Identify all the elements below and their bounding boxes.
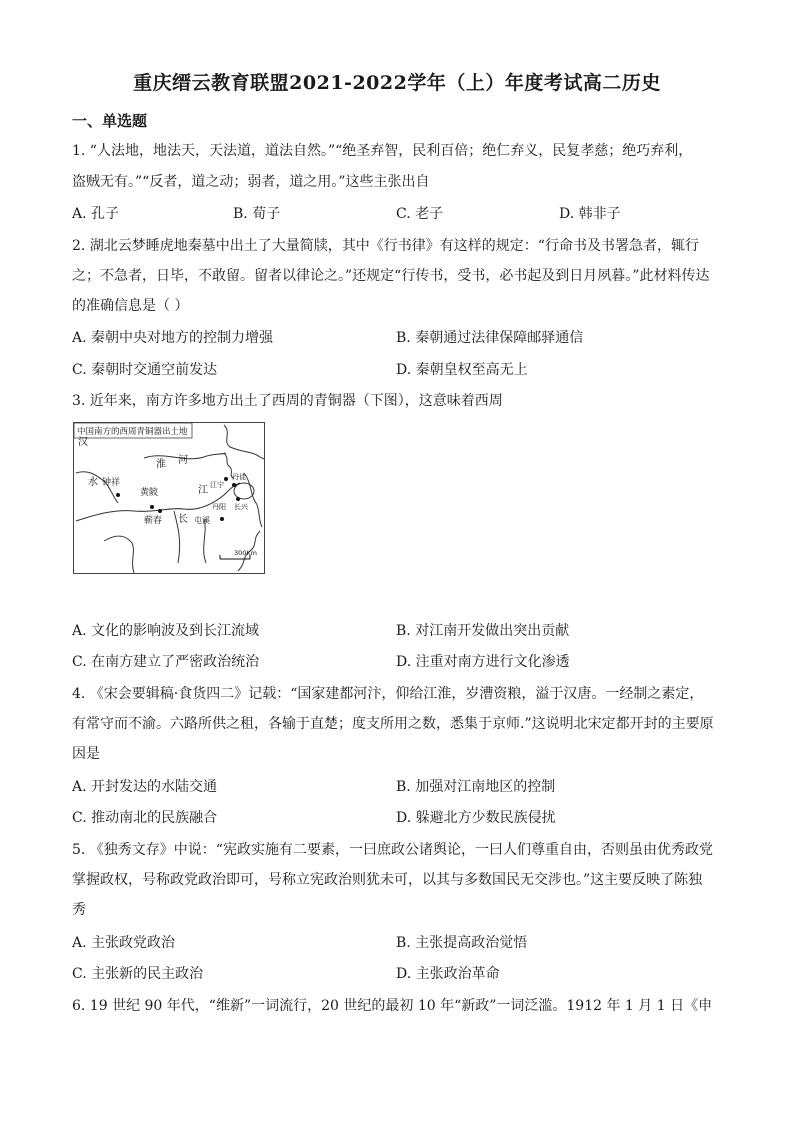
q2-option-a: A. 秦朝中央对地方的控制力增强 xyxy=(72,330,274,346)
map-title: 中国南方的西周青铜器出土地 xyxy=(77,427,188,437)
q4-option-a: A. 开封发达的水陆交通 xyxy=(72,779,218,795)
q3-option-b: B. 对江南开发做出突出贡献 xyxy=(396,623,570,639)
bronze-sites-map xyxy=(73,422,265,574)
map-label-zhongxiang: 钟祥 xyxy=(102,478,121,488)
map-label-tunxi: 屯溪 xyxy=(194,516,210,525)
map-label-he: 河 xyxy=(178,455,188,466)
q1-option-c: C. 老子 xyxy=(396,206,444,222)
q3-option-d: D. 注重对南方进行文化渗透 xyxy=(396,654,570,670)
q2-option-b: B. 秦朝通过法律保障邮驿通信 xyxy=(396,330,584,346)
q4-option-b: B. 加强对江南地区的控制 xyxy=(396,779,556,795)
q6-line-1: 6. 19 世纪 90 年代，“维新”一词流行，20 世纪的最初 10 年“新政”一词泛滥。1912 年 1 月 1 日《申 xyxy=(72,998,713,1014)
q1-line-1: 1. “人法地，地法天，天法道，道法自然。”“绝圣弃智，民利百倍；绝仁弃义，民复孝慈；绝巧弃利， xyxy=(72,143,693,159)
section-heading: 一、单选题 xyxy=(72,112,148,130)
q4-option-d: D. 躲避北方少数民族侵扰 xyxy=(396,810,556,826)
map-label-huangpi: 黄陂 xyxy=(140,488,159,498)
q2-option-d: D. 秦朝皇权至高无上 xyxy=(396,362,528,378)
map-label-danyang: 丹阳 xyxy=(212,503,226,511)
map-label-jiang: 江 xyxy=(198,485,208,496)
q1-line-2: 盗贼无有。”“反者，道之动；弱者，道之用。”这些主张出自 xyxy=(72,174,430,190)
q5-option-b: B. 主张提高政治觉悟 xyxy=(396,935,528,951)
q4-line-1: 4. 《宋会要辑稿·食货四二》记载：“国家建都河汴，仰给江淮，岁漕资粮，溢于汉唐。一经制之素定， xyxy=(72,686,704,702)
q2-line-1: 2. 湖北云梦睡虎地秦墓中出土了大量简牍，其中《行书律》有这样的规定：“行命书及书署急者，辄行 xyxy=(72,238,699,254)
q2-line-3: 的准确信息是（ ） xyxy=(72,298,189,314)
q5-line-3: 秀 xyxy=(72,902,86,918)
map-label-huai: 淮 xyxy=(156,459,166,470)
q2-option-c: C. 秦朝时交通空前发达 xyxy=(72,362,218,378)
q4-line-2: 有常守而不渝。六路所供之租，各输于直楚；度支所用之数，悉集于京师.”这说明北宋定都开封的主要原 xyxy=(72,716,714,732)
q5-option-c: C. 主张新的民主政治 xyxy=(72,966,204,982)
q3-option-a: A. 文化的影响波及到长江流域 xyxy=(72,623,260,639)
map-scale-label: 300Km xyxy=(234,549,258,557)
map-label-shui: 水 xyxy=(88,477,98,488)
q5-option-a: A. 主张政党政治 xyxy=(72,935,176,951)
q1-option-a: A. 孔子 xyxy=(72,206,120,222)
q5-line-1: 5. 《独秀文存》中说：“宪政实施有二要素，一曰庶政公诸舆论，一曰人们尊重自由，否则虽由优秀政党 xyxy=(72,842,713,858)
map-label-chang: 长 xyxy=(178,514,188,525)
map-label-jiangning: 江宁 xyxy=(210,481,224,489)
q4-option-c: C. 推动南北的民族融合 xyxy=(72,810,218,826)
q5-line-2: 掌握政权，号称政党政治即可，号称立宪政治则犹未可，以其与多数国民无交涉也。”这主要反映了陈独 xyxy=(72,872,703,888)
q4-line-3: 因是 xyxy=(72,746,100,762)
q5-option-d: D. 主张政治革命 xyxy=(396,966,500,982)
q1-option-b: B. 荀子 xyxy=(233,206,281,222)
q1-option-d: D. 韩非子 xyxy=(559,206,621,222)
page-title: 重庆缙云教育联盟2021-2022学年（上）年度考试高二历史 xyxy=(133,72,661,94)
q3-option-c: C. 在南方建立了严密政治统治 xyxy=(72,654,260,670)
map-label-changxing: 长兴 xyxy=(234,503,248,511)
q2-line-2: 之；不急者，日毕，不敢留。留者以律论之。”还规定“行传书，受书，必书起及到日月夙暮。”此材料传达 xyxy=(72,268,710,284)
map-label-dantu: 丹徒 xyxy=(232,473,246,481)
q3-line-1: 3. 近年来，南方许多地方出土了西周的青铜器（下图），这意味着西周 xyxy=(72,393,503,409)
map-label-qichun: 蕲春 xyxy=(144,516,163,526)
map-label-han: 汉 xyxy=(78,437,88,448)
